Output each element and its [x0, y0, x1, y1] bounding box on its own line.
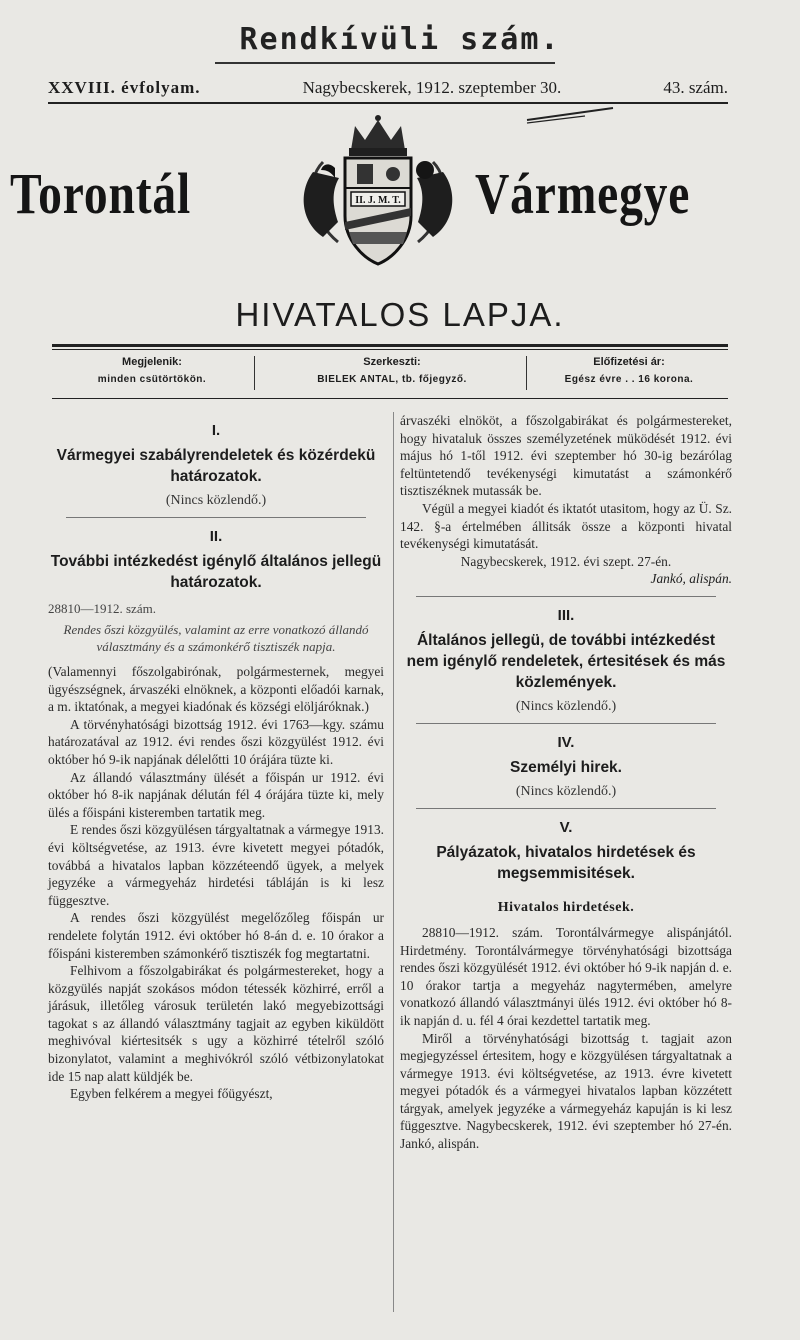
place-date: Nagybecskerek, 1912. szeptember 30. [302, 78, 562, 97]
price-label: Előfizetési ár: [593, 356, 665, 368]
paragraph: Felhivom a főszolgabirákat és polgármestereket, hogy a közgyülés napját szokásos módon tétessék közhirré, erről a járásuk, illetőleg városuk területén lakó megyebizottsági tagokat s az állandó választmány tagjait az egyben kiküldött meghivóval kiértesitsék s ugy a közhirré tételről szóló bizonylatot, valamint a meghivókról szóló vétbizonylatokat ide 15 nap alatt küldjék be. [48, 963, 384, 1084]
paragraph: Egyben felkérem a megyei főügyészt, [70, 1086, 273, 1102]
section-title: Pályázatok, hivatalos hirdetések és megsemmisitések. [436, 843, 696, 882]
section-title: További intézkedést igénylő általános jellegü határozatok. [50, 553, 382, 591]
special-issue-label: Rendkívüli szám. [239, 22, 561, 57]
addressees: (Valamennyi főszolgabirónak, polgármesternek, megyei ügyészségnek, árvaszéki elnöknek, a központi előadói karnak, a m. iktatónak, a megyei kiadónak és községi elöljáróknak.) [48, 664, 384, 715]
paragraph: A rendes őszi közgyülést megelőzőleg főispán ur rendelete folytán 1912. évi október hó 8-án d. e. 10 órakor a főispáni kisteremben számonkérő tisztiszék fog megtartatni. [48, 910, 384, 961]
section-number: II. [209, 528, 223, 545]
left-column [48, 412, 384, 1103]
paragraph: E rendes őszi közgyülésen tárgyaltatnak a vármegye 1913. évi költségvetése, az 1913. évre kivetett megyei pótadók, továbbá a hivatalos lapban közzéteendő ügyek, a melyek jegyzéke a vármegyeház hirdetési tábláján is ki lesz függesztve. [48, 822, 384, 908]
right-column [400, 412, 732, 1153]
section-number: V. [559, 818, 573, 836]
section-rule [416, 808, 716, 809]
signature: Jankó, alispán. [650, 571, 732, 587]
pen-mark-icon [525, 104, 615, 126]
editor-label: Szerkeszti: [363, 356, 421, 368]
column-divider [393, 412, 394, 1312]
sub-heading: Hivatalos hirdetések. [497, 899, 635, 915]
crown-icon [349, 115, 407, 156]
paragraph: A törvényhatósági bizottság 1912. évi 1763—kgy. számu határozatával az 1912. évi rendes őszi közgyülést 1912. évi október hó 9-ik napjának délelőtti 10 órájára tüzte ki. [48, 716, 384, 767]
section-number: III. [557, 606, 575, 624]
subtitle: HIVATALOS LAPJA. [235, 296, 565, 333]
eagle-icon [304, 164, 339, 237]
advertisement: Miről a törvényhatósági bizottság t. tagjait azon megjegyzéssel értesitem, hogy e közgyülésen tárgyaltatnak a vármegye 1913. évi költségvetése, az 1913. évre kivetett megyei pótadók és a vármegyei hivatalos lapban közzétett tárgyak, amelyek jegyzéke a vármegyeház kapuján is ki lesz függesztve. Nagybecskerek, 1912. évi szeptember hó 27-én. Jankó, alispán. [400, 1030, 732, 1152]
section-number: I. [211, 422, 221, 439]
crest-motto: II. J. M. T. [355, 195, 401, 206]
published-label: Megjelenik: [122, 356, 182, 368]
reference-number: 28810—1912. szám. [48, 601, 156, 616]
title-right: Vármegye [475, 161, 691, 226]
advertisement: 28810—1912. szám. Torontálvármegye alispánjától. Hirdetmény. Torontálvármegye törvényhatósági bizottsága rendes őszi közgyülését 1912. évi október hó 9-ik napján d. e. 10 órakor tartja a megyeház nagytermében, amelyre vonatkozó állandó választmányi ülés 1912. évi október hó 8-ik napján d. u. fél 4 órai kezdettel tartatik meg. [400, 924, 732, 1028]
price-info [530, 356, 728, 385]
section-note: (Nincs közlendő.) [515, 783, 617, 799]
section-note: (Nincs közlendő.) [165, 493, 267, 508]
section-title: Személyi hirek. [509, 758, 622, 776]
section-note: (Nincs közlendő.) [515, 698, 617, 714]
coat-of-arms-icon [293, 112, 463, 272]
issue-line [48, 78, 728, 100]
info-bottom-rule [52, 398, 728, 399]
editor-info [262, 356, 522, 385]
dateline: Nagybecskerek, 1912. évi szept. 27-én. [460, 553, 672, 569]
published-info [52, 356, 252, 385]
section-rule [66, 517, 366, 518]
paragraph: árvaszéki elnököt, a főszolgabirákat és polgármestereket, hogy hivataluk összes személyzetének müködését 1912. évi május hó 1-től 1912. évi szeptember hó 30-ig bezárólag feltüntetendő tevékenységi kimutatást a számonkérő tisztiszéknek mutassák be. [400, 413, 732, 499]
title-left: Torontál [10, 161, 192, 226]
shield-icon [345, 158, 411, 264]
top-rule [48, 102, 728, 104]
section-rule [416, 596, 716, 597]
info-divider [254, 356, 255, 390]
price-value: Egész évre . . 16 korona. [564, 374, 694, 385]
lion-icon [416, 161, 452, 237]
issue-number: 43. szám. [663, 78, 728, 97]
editor-value: BIELEK ANTAL, tb. főjegyző. [317, 374, 467, 385]
paragraph: Végül a megyei kiadót és iktatót utasitom, hogy az Ü. Sz. 142. §-a értelmében állitsák össze a központi hivatal tevékenységi kimutatását. [400, 500, 732, 552]
section-number: IV. [557, 733, 575, 751]
info-row [52, 356, 728, 394]
section-title: Vármegyei szabályrendeletek és közérdekü határozatok. [56, 447, 376, 485]
article-heading: Rendes őszi közgyülés, valamint az erre vonatkozó állandó választmány és a számonkérő tisztiszék napja. [63, 622, 369, 654]
header-rule [52, 344, 728, 347]
section-rule [416, 723, 716, 724]
special-issue-rule [215, 62, 555, 64]
published-value: minden csütörtökön. [97, 374, 207, 385]
volume: XXVIII. évfolyam. [48, 78, 201, 97]
header-rule-thin [52, 349, 728, 350]
paragraph: Az állandó választmány ülését a főispán ur 1912. évi október hó 8-ik napjának délután fél 4 órájára tüzte ki, mely ülés a főispáni kisteremben tartatik meg. [48, 769, 384, 820]
info-divider [526, 356, 527, 390]
section-title: Általános jellegü, de további intézkedést nem igénylő rendeletek, értesitések és más közlemények. [406, 631, 726, 691]
